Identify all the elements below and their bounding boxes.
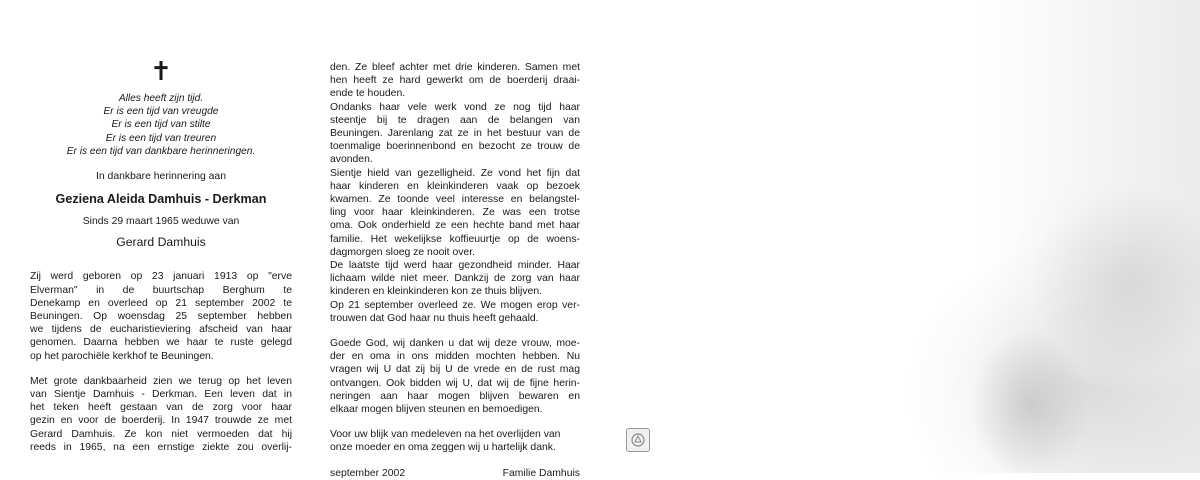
poem-line: Er is een tijd van dankbare herinneringen. <box>66 145 256 157</box>
text-line: Elverman" in de buurtschap Berghum te <box>30 284 292 296</box>
text-line: oma. Ook onderhield ze een hechte band met haar <box>330 220 580 232</box>
poem-line: Er is een tijd van stilte <box>111 119 211 131</box>
text-line: dagmorgen sloeg ze nooit over. <box>330 246 475 258</box>
text-line: van Sientje Damhuis - Derkman. Een leven dat in <box>30 389 292 401</box>
text-line: toenmalige boerinnenbond en bezocht ze trouw de <box>330 141 580 153</box>
text-line: Beuningen. Jarenlang zat ze in het bestuur van de <box>330 128 580 140</box>
text-line: op het parochiële kerkhof te Beuningen. <box>30 350 214 362</box>
text-line: haar kinderen en kleinkinderen vaak op bezoek <box>330 180 580 192</box>
text-line: ende te houden. <box>330 88 406 100</box>
misty-background-image <box>610 0 1200 473</box>
text-line: steentje bij te dragen aan de belangen van <box>330 114 580 126</box>
prayer <box>330 337 580 416</box>
biography-paragraph-2 <box>30 375 292 454</box>
text-line: den. Ze bleef achter met drie kinderen. Samen met <box>330 62 580 73</box>
biography-paragraph-1 <box>30 270 292 362</box>
text-line: Sientje hield van gezelligheid. Ze vond het fijn dat <box>330 167 580 179</box>
text-line: het teken heeft gestaan van de zorg voor haar <box>30 402 292 414</box>
text-line: der en oma in ons midden mochten hebben. Nu <box>330 351 580 363</box>
widow-line: Sinds 29 maart 1965 weduwe van <box>82 216 240 228</box>
text-line: Denekamp en overleed op 21 september 2002 te <box>30 297 292 309</box>
middle-column <box>330 61 580 480</box>
text-line: Met grote dankbaarheid zien we terug op het leven <box>30 375 292 387</box>
text-line: onze moeder en oma zeggen wij u hartelijk dank. <box>330 442 556 454</box>
footer-family: Familie Damhuis <box>502 467 580 479</box>
deceased-name: Geziena Aleida Damhuis - Derkman <box>55 192 267 207</box>
text-line: De laatste tijd werd haar gezondheid minder. Haar <box>330 260 580 272</box>
text-line: genomen. Daarna hebben we haar te ruste gelegd <box>30 337 292 349</box>
text-line: trouwen dat God haar nu thuis heeft gehaald. <box>330 312 539 324</box>
dedication: In dankbare herinnering aan <box>96 171 226 183</box>
text-line: familie. Het wekelijkse koffieuurtje op de woens- <box>330 233 580 245</box>
text-line: Ondanks haar vele werk vond ze nog tijd haar <box>330 101 580 113</box>
thank-you <box>330 428 580 454</box>
text-line: vragen wij U dat zij bij U de vrede en de rust mag <box>330 364 580 376</box>
card-footer <box>330 467 580 480</box>
poem <box>30 92 292 158</box>
text-line: elkaar mogen blijven steunen en bemoedigen. <box>330 404 543 416</box>
text-line: lichaam wilde niet meer. Dankzij de zorg van haar <box>330 273 580 285</box>
text-line: ontvangen. Ook bidden wij U, dat wij de fijne herin- <box>330 377 580 389</box>
text-line: Op 21 september overleed ze. We mogen erop ver- <box>330 299 580 311</box>
text-line: we tijdens de eucharistieviering afscheid van haar <box>30 324 292 336</box>
text-line: Beuningen. Op woensdag 25 september hebben <box>30 311 292 323</box>
text-line: gezin en voor de boerderij. In 1947 trouwde ze met <box>30 415 292 427</box>
poem-line: Er is een tijd van vreugde <box>103 106 219 118</box>
text-line: Gerard Damhuis. Ze kon niet vermoeden dat hij <box>30 428 292 440</box>
text-line: ling voor haar kleinkinderen. Ze was een trotse <box>330 207 580 219</box>
text-line: reeds in 1965, na een ernstige ziekte zou overlij- <box>30 441 292 453</box>
printer-logo-icon <box>626 428 650 452</box>
text-line: Zij werd geboren op 23 januari 1913 op "erve <box>30 271 292 283</box>
cross-icon: ✝ <box>150 56 172 86</box>
text-line: avonden. <box>330 154 373 166</box>
text-line: kinderen en kleinkinderen kon ze thuis blijven. <box>330 286 542 298</box>
text-line: Goede God, wij danken u dat wij deze vrouw, moe- <box>330 338 580 350</box>
poem-line: Alles heeft zijn tijd. <box>118 93 204 104</box>
biography-continued <box>330 61 580 325</box>
text-line: Voor uw blijk van medeleven na het overlijden van <box>330 429 561 441</box>
poem-line: Er is een tijd van treuren <box>105 132 217 144</box>
footer-date: september 2002 <box>330 467 406 479</box>
left-column <box>30 58 292 466</box>
husband-name: Gerard Damhuis <box>116 235 206 250</box>
text-line: kwamen. Ze toonde veel interesse en belangstel- <box>330 194 580 206</box>
text-line: hen heeft ze hard gewerkt om de boerderij draai- <box>330 75 580 87</box>
text-line: neringen aan haar mogen blijven bewaren en <box>330 390 580 402</box>
